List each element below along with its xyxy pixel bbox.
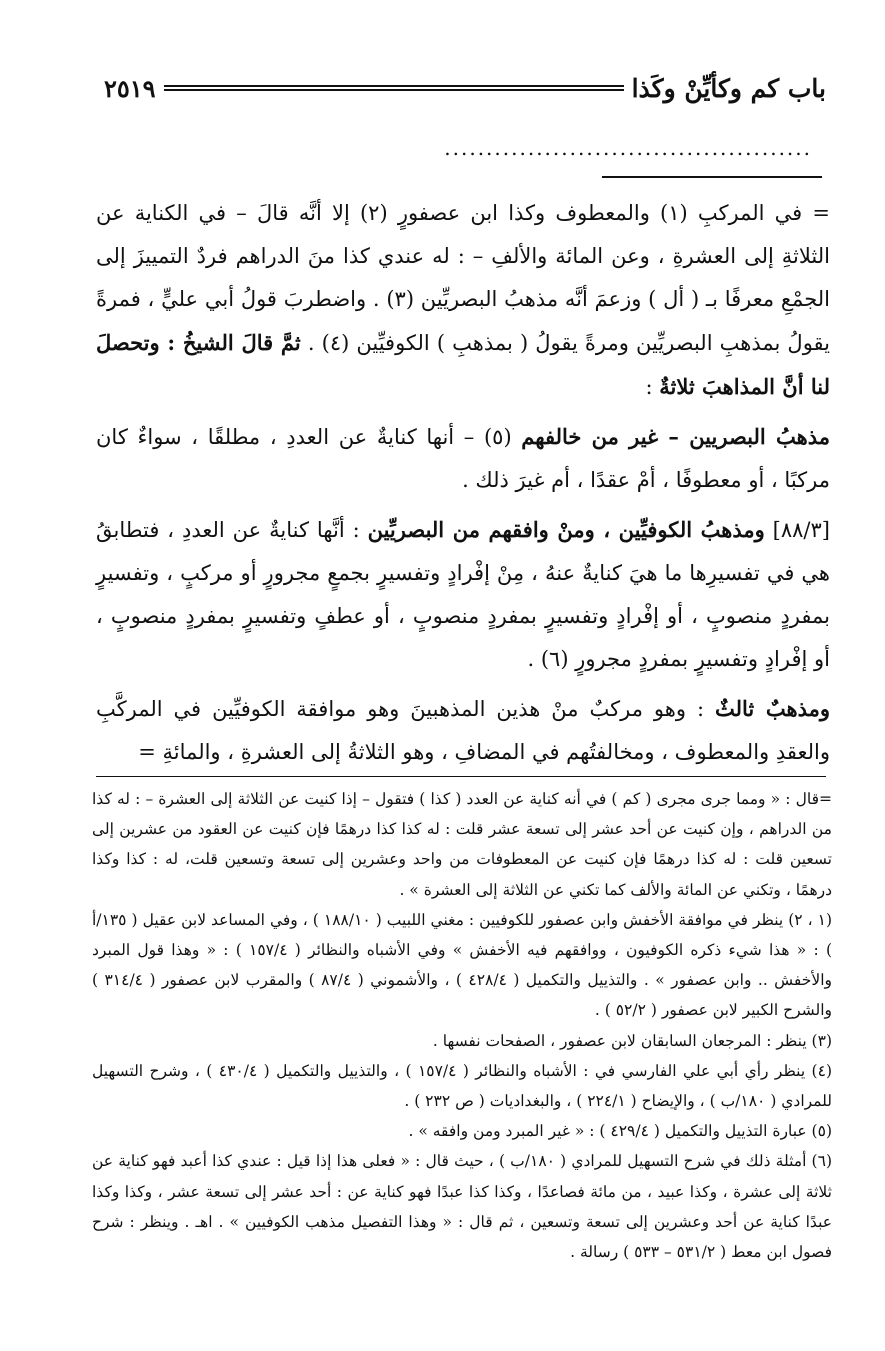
emphasis: ومذهبُ الكوفيِّين ، ومنْ وافقهم من البصريِّين [367, 517, 765, 542]
main-text [96, 192, 830, 780]
emphasis: ومذهبٌ ثالثٌ [715, 696, 830, 721]
footnote: =قال : « ومما جرى مجرى ( كم ) في أنه كناية عن العدد ( كذا ) فتقول – إذا كنيت عن الثلاثة إلى العشرة – : له كذا من الدراهم ، وإن كنيت عن أحد عشر إلى تسعة عشر قلت : له كذا كذا درهمًا فإن كنيت عن العقود من عشرين إلى تسعين قلت : له كذا درهمًا فإن كنيت عن المعطوفات من واحد وعشرين إلى تسعة وتسعين قلت، له : كذا وكذا درهمًا ، وتكني عن المائة والألف كما تكني عن الثلاثة إلى العشرة » . [92, 790, 832, 899]
footnotes [92, 784, 832, 1267]
header-rule [164, 85, 624, 91]
running-header [104, 66, 826, 110]
paragraph: ومذهبٌ ثالثٌ : وهو مركبٌ منْ هذين المذهبينَ وهو موافقة الكوفيِّين في المركَّبِ والعقدِ والمعطوف ، ومخالفتُهم في المضافِ ، وهو الثلاثةُ إلى العشرةِ ، والمائةِ = [96, 696, 830, 764]
ellipsis-line: ............................................ [444, 136, 812, 160]
short-rule [602, 176, 822, 178]
footnote-separator [96, 776, 826, 777]
page-number: ٢٥١٩ [104, 73, 156, 103]
emphasis: ثمَّ قالَ الشيخُ : وتحصلَ لنا أنَّ المذاهبَ ثلاثةٌ [96, 330, 830, 399]
paragraph: = في المركبِ (١) والمعطوف وكذا ابن عصفورٍ (٢) إلا أنَّه قالَ – في الكناية عن الثلاثةِ إلى العشرةِ ، وعن المائة والألفِ – : له عندي كذا منَ الدراهم فردٌ التمييزَ إلى الجمْعِ معرفًا بـ ( أل ) وزعمَ أنَّه مذهبُ البصريِّين (٣) . واضطربَ قولُ أبي عليٍّ ، فمرةً يقولُ بمذهبِ البصريِّين ومرةً يقولُ ( بمذهبِ ) الكوفيِّين (٤) . ثمَّ قالَ الشيخُ : وتحصلَ لنا أنَّ المذاهبَ ثلاثةٌ : [96, 201, 831, 399]
paragraph: مذهبُ البصريين – غير من خالفهم (٥) – أنها كنايةٌ عن العددِ ، مطلقًا ، سواءٌ كان مركبًا ، أو معطوفًا ، أمْ عقدًا ، أم غيرَ ذلك . [96, 424, 830, 492]
chapter-title: باب كم وكأيِّنْ وكَذا [631, 73, 826, 103]
footnote: (٥) عبارة التذييل والتكميل ( ٤٢٩/٤ ) : « غير المبرد ومن وافقه » . [408, 1122, 832, 1141]
paragraph: [٨٨/٣] ومذهبُ الكوفيِّين ، ومنْ وافقهم من البصريِّين : أنَّها كنايةٌ عن العددِ ، فتطابقُ هي في تفسيرِها ما هيَ كنايةٌ عنهُ ، مِنْ إفْرادٍ وتفسيرٍ بجمعٍ مجرورٍ أو مركبٍ ، وتفسيرٍ بمفردٍ منصوبٍ ، أو إفْرادٍ وتفسيرٍ بمفردٍ منصوبٍ ، أو عطفٍ وتفسيرٍ بمفردٍ منصوبٍ ، أو إفْرادٍ وتفسيرٍ بمفردٍ مجرورٍ (٦) . [96, 517, 830, 671]
footnote: (٤) ينظر رأي أبي علي الفارسي في : الأشباه والنظائر ( ١٥٧/٤ ) ، والتذييل والتكميل ( ٤٣٠/٤ ) ، وشرح التسهيل للمرادي ( ١٨٠/ب ) ، والإيضاح ( ٢٢٤/١ ) ، والبغداديات ( ص ٢٣٢ ) . [92, 1061, 832, 1111]
footnote: (٣) ينظر : المرجعان السابقان لابن عصفور ، الصفحات نفسها . [432, 1031, 832, 1050]
footnote: (١ ، ٢) ينظر في موافقة الأخفش وابن عصفور للكوفيين : مغني اللبيب ( ١٨٨/١٠ ) ، وفي المساعد لابن عقيل ( ١٣٥/أ ) : « هذا شيء ذكره الكوفيون ، ووافقهم فيه الأخفش » وفي الأشباه والنظائر ( ١٥٧/٤ ) : « وهذا قول المبرد والأخفش .. وابن عصفور » . والتذييل والتكميل ( ٤٢٨/٤ ) ، والأشموني ( ٨٧/٤ ) والمقرب لابن عصفور ( ٣١٤/٤ ) والشرح الكبير لابن عصفور ( ٥٢/٢ ) . [92, 910, 833, 1020]
footnote: (٦) أمثلة ذلك في شرح التسهيل للمرادي ( ١٨٠/ب ) ، حيث قال : « فعلى هذا إذا قيل : عندي كذا أعبد فهو كناية عن ثلاثة إلى عشرة ، وكذا عبيد ، من مائة فصاعدًا ، وكذا كذا عبدًا فهو كناية عن : أحد عشر إلى تسعة عشر ، وكذا وكذا عبدًا كناية عن أحد وعشرين إلى تسعة وتسعين ، ثم قال : « وهذا التفصيل مذهب الكوفيين » . اهـ . وينظر : شرح فصول ابن معط ( ٥٣١/٢ – ٥٣٣ ) رسالة . [92, 1152, 832, 1262]
emphasis: مذهبُ البصريين – غير من خالفهم [521, 424, 830, 449]
